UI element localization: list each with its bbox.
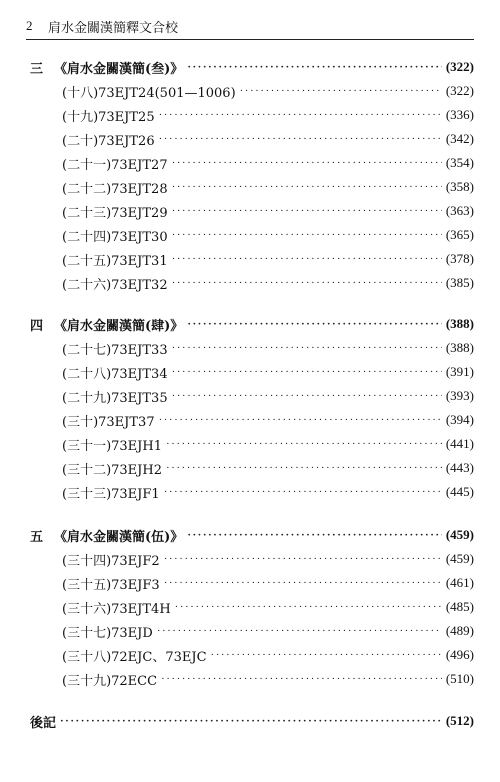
- entry-label: (二十一)73EJT27: [62, 157, 168, 173]
- entry-label: (三十九)72ECC: [62, 673, 158, 689]
- section-number: 三: [30, 61, 44, 77]
- section-title: 《肩水金關漢簡(伍)》: [54, 529, 184, 545]
- toc-entry[interactable]: [62, 153, 474, 173]
- entry-label: (二十四)73EJT30: [62, 229, 168, 245]
- dot-leader: [172, 153, 442, 173]
- entry-page: (322): [445, 83, 474, 98]
- section-number: 四: [30, 318, 44, 334]
- dot-leader: [161, 669, 442, 689]
- entry-page: (485): [445, 599, 474, 614]
- entry-label: (三十四)73EJF2: [62, 553, 160, 569]
- postscript-title: 後記: [30, 715, 57, 731]
- toc-entry[interactable]: [62, 105, 474, 125]
- dot-leader: [159, 129, 442, 149]
- entry-label: (三十七)73EJD: [62, 625, 153, 641]
- entry-label: (十九)73EJT25: [62, 109, 155, 125]
- dot-leader: [60, 711, 442, 731]
- dot-leader: [172, 362, 442, 382]
- entry-page: (443): [445, 460, 474, 475]
- dot-leader: [172, 225, 442, 245]
- entry-page: (358): [445, 179, 474, 194]
- entry-page: (489): [445, 623, 474, 638]
- toc-postscript[interactable]: [30, 711, 474, 731]
- section-page: (459): [445, 527, 474, 542]
- toc-entry[interactable]: [62, 645, 474, 665]
- section-page: (388): [445, 316, 474, 331]
- entry-label: (三十)73EJT37: [62, 414, 155, 430]
- dot-leader: [166, 458, 442, 478]
- entry-label: (二十六)73EJT32: [62, 277, 168, 293]
- toc-entry[interactable]: [62, 249, 474, 269]
- entry-page: (363): [445, 203, 474, 218]
- dot-leader: [172, 338, 442, 358]
- toc-entry[interactable]: [62, 549, 474, 569]
- entry-page: (496): [445, 647, 474, 662]
- toc-entry[interactable]: [62, 129, 474, 149]
- dot-leader: [172, 386, 442, 406]
- dot-leader: [240, 81, 442, 101]
- toc-entry[interactable]: [62, 225, 474, 245]
- entry-page: (388): [445, 340, 474, 355]
- dot-leader: [172, 177, 442, 197]
- entry-page: (354): [445, 155, 474, 170]
- dot-leader: [211, 645, 442, 665]
- toc-section-4[interactable]: [30, 314, 474, 334]
- section-title: 《肩水金關漢簡(叁)》: [54, 61, 184, 77]
- toc-entry[interactable]: [62, 458, 474, 478]
- dot-leader: [164, 549, 442, 569]
- toc-entry[interactable]: [62, 669, 474, 689]
- dot-leader: [187, 314, 442, 334]
- entry-page: (391): [445, 364, 474, 379]
- header-book-title: 肩水金關漢簡釋文合校: [48, 20, 179, 36]
- entry-label: (二十)73EJT26: [62, 133, 155, 149]
- toc-entry[interactable]: [62, 81, 474, 101]
- entry-page: (461): [445, 575, 474, 590]
- toc-entry[interactable]: [62, 597, 474, 617]
- toc-entry[interactable]: [62, 362, 474, 382]
- dot-leader: [172, 201, 442, 221]
- dot-leader: [172, 249, 442, 269]
- toc-entry[interactable]: [62, 386, 474, 406]
- section-page: (322): [445, 59, 474, 74]
- toc-entry[interactable]: [62, 177, 474, 197]
- dot-leader: [166, 434, 442, 454]
- dot-leader: [157, 621, 442, 641]
- dot-leader: [159, 105, 442, 125]
- entry-label: (十八)73EJT24(501—1006): [62, 85, 236, 101]
- toc-entry[interactable]: [62, 201, 474, 221]
- toc-entry[interactable]: [62, 273, 474, 293]
- entry-label: (三十六)73EJT4H: [62, 601, 171, 617]
- entry-label: (三十三)73EJF1: [62, 486, 160, 502]
- entry-page: (459): [445, 551, 474, 566]
- entry-page: (342): [445, 131, 474, 146]
- section-title: 《肩水金關漢簡(肆)》: [54, 318, 184, 334]
- dot-leader: [172, 273, 442, 293]
- dot-leader: [175, 597, 442, 617]
- entry-label: (二十八)73EJT34: [62, 366, 168, 382]
- entry-page: (385): [445, 275, 474, 290]
- entry-label: (三十一)73EJH1: [62, 438, 162, 454]
- toc-entry[interactable]: [62, 621, 474, 641]
- entry-label: (三十二)73EJH2: [62, 462, 162, 478]
- section-number: 五: [30, 529, 44, 545]
- entry-label: (二十九)73EJT35: [62, 390, 168, 406]
- entry-page: (365): [445, 227, 474, 242]
- postscript-page: (512): [445, 713, 474, 728]
- dot-leader: [164, 573, 442, 593]
- toc-entry[interactable]: [62, 338, 474, 358]
- dot-leader: [159, 410, 442, 430]
- entry-page: (336): [445, 107, 474, 122]
- toc-section-3[interactable]: [30, 57, 474, 77]
- header-rule: [26, 39, 474, 40]
- entry-label: (二十三)73EJT29: [62, 205, 168, 221]
- entry-page: (393): [445, 388, 474, 403]
- entry-page: (378): [445, 251, 474, 266]
- dot-leader: [187, 525, 442, 545]
- entry-page: (510): [445, 671, 474, 686]
- toc-entry[interactable]: [62, 434, 474, 454]
- dot-leader: [187, 57, 442, 77]
- entry-page: (441): [445, 436, 474, 451]
- toc-section-5[interactable]: [30, 525, 474, 545]
- toc-entry[interactable]: [62, 573, 474, 593]
- entry-label: (二十七)73EJT33: [62, 342, 168, 358]
- toc-entry[interactable]: [62, 410, 474, 430]
- entry-page: (394): [445, 412, 474, 427]
- entry-page: (445): [445, 484, 474, 499]
- toc-entry[interactable]: [62, 482, 474, 502]
- entry-label: (三十五)73EJF3: [62, 577, 160, 593]
- dot-leader: [164, 482, 442, 502]
- entry-label: (三十八)72EJC、73EJC: [62, 649, 207, 665]
- entry-label: (二十五)73EJT31: [62, 253, 168, 269]
- entry-label: (二十二)73EJT28: [62, 181, 168, 197]
- header-page-number: 2: [26, 18, 33, 33]
- running-header: [26, 14, 474, 38]
